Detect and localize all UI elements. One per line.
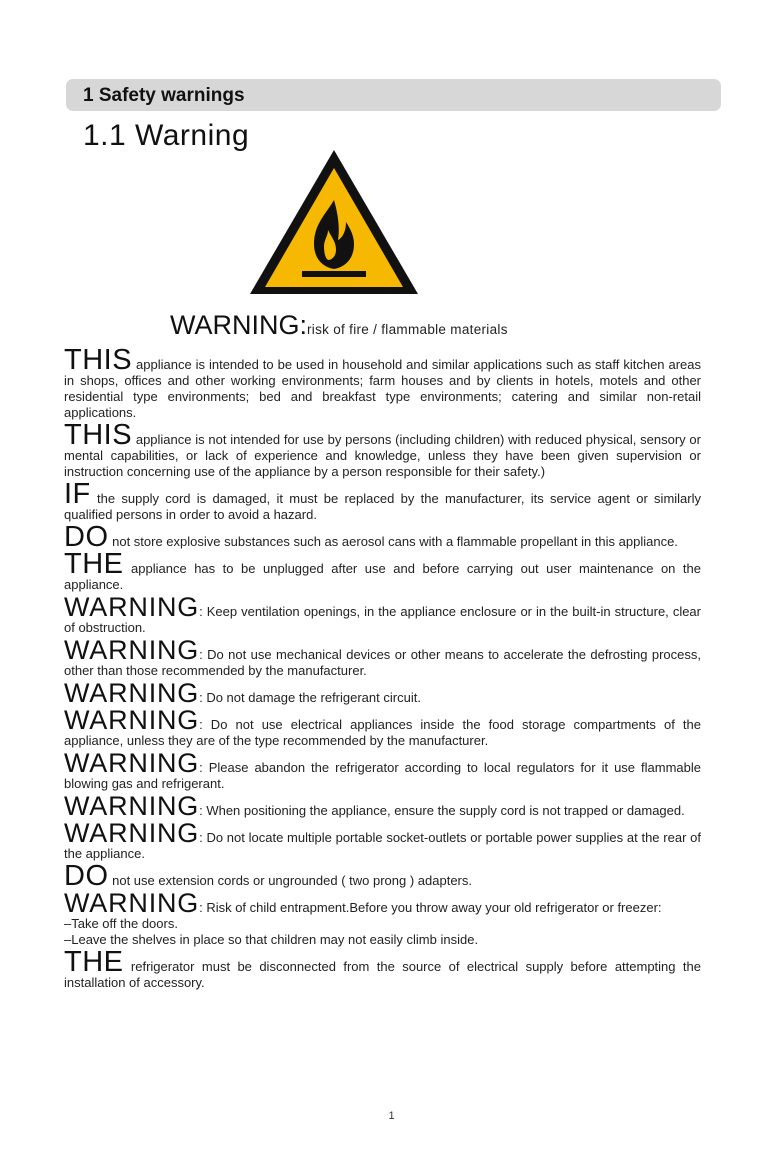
warning-paragraph [64, 635, 701, 679]
paragraph-text: the supply cord is damaged, it must be replaced by the manufacturer, its service agent or similarly qualified persons in order to avoid a hazard. [64, 491, 701, 522]
paragraph-lead: THE [64, 946, 124, 978]
paragraph-text: : Do not use mechanical devices or other means to accelerate the defrosting process, other than those recommended by the manufacturer. [64, 647, 701, 678]
paragraph-text: : Do not locate multiple portable socket-outlets or portable power supplies at the rear of the appliance. [64, 830, 701, 861]
warning-paragraph [64, 860, 701, 892]
paragraph-text: appliance is intended to be used in household and similar applications such as staff kitchen areas in shops, offices and other working environments; farm houses and by clients in hotels, motels and other residential type environments; bed and breakfast type environments; catering and similar non-retail applications. [64, 357, 701, 420]
section-header-bar [66, 79, 721, 111]
paragraph-lead: DO [64, 860, 109, 892]
warning-paragraph [64, 705, 701, 749]
list-item: –Leave the shelves in place so that children may not easily climb inside. [64, 932, 479, 947]
warning-paragraph [64, 344, 701, 421]
list-item: –Take off the doors. [64, 916, 178, 931]
paragraph-lead: WARNING [64, 748, 200, 778]
paragraph-text: not store explosive substances such as aerosol cans with a flammable propellant in this appliance. [108, 534, 678, 549]
paragraph-lead: THE [64, 548, 124, 580]
warning-paragraph [64, 678, 701, 708]
hazard-statement [170, 310, 508, 341]
hazard-text: risk of fire / flammable materials [307, 322, 508, 337]
warning-paragraph [64, 478, 701, 523]
paragraph-text: : Please abandon the refrigerator according to local regulators for it use flammable blowing gas and refrigerant. [64, 760, 701, 791]
section-title: 1 Safety warnings [83, 85, 245, 106]
paragraph-lead: WARNING [64, 678, 200, 708]
warning-paragraph [64, 521, 701, 553]
page-number: 1 [388, 1110, 395, 1122]
paragraph-lead: WARNING [64, 635, 200, 665]
paragraph-text: : When positioning the appliance, ensure the supply cord is not trapped or damaged. [199, 803, 685, 818]
paragraph-lead: THIS [64, 419, 133, 451]
paragraph-lead: WARNING [64, 705, 200, 735]
flammable-warning-icon [248, 148, 420, 296]
paragraph-lead: WARNING [64, 592, 200, 622]
flame-base-bar [302, 271, 366, 277]
paragraph-lead: IF [64, 478, 91, 510]
paragraph-text: refrigerator must be disconnected from the source of electrical supply before attempting the installation of accessory. [64, 959, 701, 990]
paragraph-text: : Do not use electrical appliances inside the food storage compartments of the appliance, unless they are of the type recommended by the manufacturer. [64, 717, 701, 748]
warning-paragraph [64, 419, 701, 480]
paragraph-text: not use extension cords or ungrounded ( two prong ) adapters. [108, 873, 472, 888]
paragraph-lead: WARNING [64, 818, 200, 848]
paragraph-text: : Risk of child entrapment.Before you throw away your old refrigerator or freezer: [199, 900, 662, 915]
warning-paragraph [64, 946, 701, 991]
paragraph-lead: WARNING [64, 791, 200, 821]
warning-paragraph [64, 748, 701, 792]
paragraph-text: : Do not damage the refrigerant circuit. [199, 690, 421, 705]
warning-paragraph [64, 592, 701, 636]
paragraph-lead: THIS [64, 344, 133, 376]
warnings-body [64, 344, 701, 994]
warning-paragraph [64, 888, 701, 948]
paragraph-lead: WARNING [64, 888, 200, 918]
paragraph-text: appliance is not intended for use by persons (including children) with reduced physical, sensory or mental capabilities, or lack of experience and knowledge, unless they have been given supervision or instruction concerning use of the appliance by a person responsible for their safety.) [64, 432, 701, 479]
paragraph-text: : Keep ventilation openings, in the appliance enclosure or in the built-in structure, clear of obstruction. [64, 604, 701, 635]
hazard-label: WARNING: [170, 310, 307, 340]
paragraph-text: appliance has to be unplugged after use and before carrying out user maintenance on the appliance. [64, 561, 701, 592]
subsection-title: 1.1 Warning [83, 119, 250, 152]
warning-paragraph [64, 818, 701, 862]
paragraph-lead: DO [64, 521, 109, 553]
warning-paragraph [64, 791, 701, 821]
warning-paragraph [64, 548, 701, 593]
